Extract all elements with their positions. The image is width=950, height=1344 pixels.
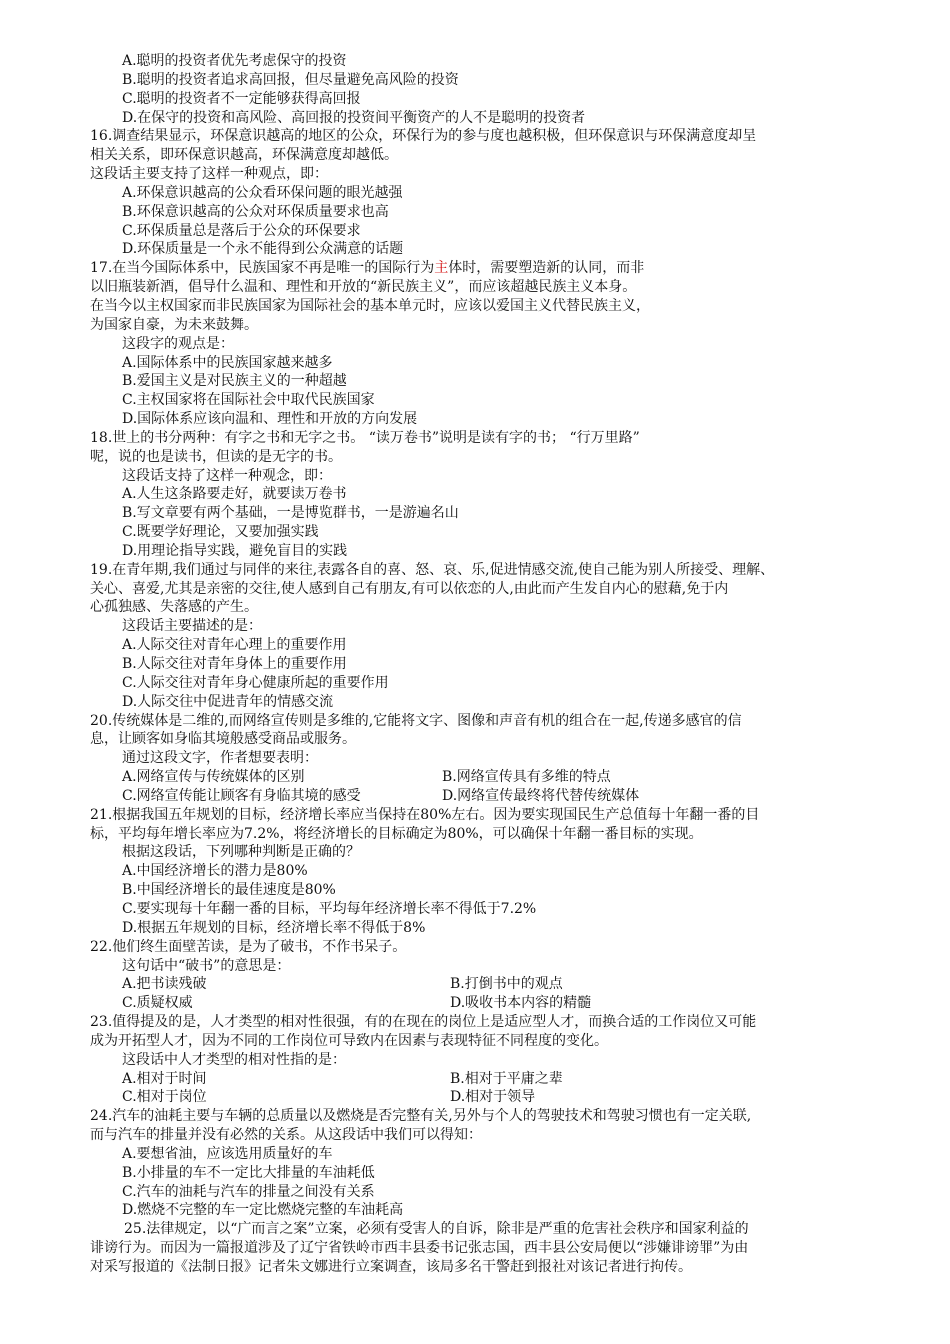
option-text: D.相对于领导 — [450, 1089, 536, 1106]
text-line: 在当今以主权国家而非民族国家为国际社会的基本单元时，应该以爱国主义代替民族主义， — [90, 297, 650, 314]
text-line: 这段话主要支持了这样一种观点，即： — [90, 166, 328, 183]
text-line: B.环保意识越高的公众对环保质量要求也高 — [122, 203, 389, 220]
option-text: B.相对于平庸之辈 — [450, 1070, 563, 1087]
option-row — [0, 975, 950, 994]
option-row — [0, 1070, 950, 1089]
text-line: D.环保质量是一个永不能得到公众满意的话题 — [122, 241, 404, 258]
text-line: 标，平均每年增长率应为7.2%，将经济增长的目标确定为80%，可以确保十年翻一番目标的实现。 — [90, 825, 703, 842]
text-line: B.人际交往对青年身体上的重要作用 — [122, 656, 347, 672]
text-line: 21.根据我国五年规划的目标，经济增长率应当保持在80%左右。因为要实现国民生产总值每十年翻一番的目 — [90, 806, 760, 823]
text-line: 这段字的观点是： — [122, 335, 234, 352]
text-line: 24.汽车的油耗主要与车辆的总质量以及燃烧是否完整有关,另外与个人的驾驶技术和驾驶习惯也有一定关联, — [90, 1108, 752, 1125]
text-line: 以旧瓶装新酒，倡导什么温和、理性和开放的“新民族主义”，而应该超越民族主义本身。 — [90, 279, 637, 296]
text-line: A.人生这条路要走好，就要读万卷书 — [122, 486, 347, 503]
option-row — [0, 768, 950, 787]
text-line: D.根据五年规划的目标，经济增长率不得低于8% — [122, 919, 426, 936]
text-line: 相关关系，即环保意识越高，环保满意度却越低。 — [90, 147, 398, 164]
text-line: C.要实现每十年翻一番的目标，平均每年经济增长率不得低于7.2% — [122, 900, 537, 917]
text-line: 25.法律规定，以“广而言之案”立案，必须有受害人的自诉，除非是严重的危害社会秩序和国家利益的 — [124, 1221, 749, 1238]
text-line: 16.调查结果显示，环保意识越高的地区的公众，环保行为的参与度也越积极，但环保意识与环保满意度却呈 — [90, 128, 757, 145]
text-line: A.聪明的投资者优先考虑保守的投资 — [122, 53, 347, 69]
option-row — [0, 994, 950, 1013]
text-line: D.用理论指导实践，避免盲目的实践 — [122, 542, 348, 559]
text-line: 19.在青年期,我们通过与同伴的来往,表露各自的喜、怒、哀、乐,促进情感交流,使自己能为别人所接受、理解、 — [90, 561, 775, 578]
text-line: A.人际交往对青年心理上的重要作用 — [122, 637, 347, 654]
text-line: A.中国经济增长的潜力是80% — [122, 863, 308, 880]
option-text: C.网络宣传能让顾客有身临其境的感受 — [122, 787, 361, 804]
text-line: 根据这段话，下列哪种判断是正确的？ — [122, 844, 360, 861]
text-line: 通过这段文字，作者想要表明： — [122, 750, 318, 767]
text-line: 为国家自豪，为未来鼓舞。 — [90, 316, 258, 333]
text-line: C.汽车的油耗与汽车的排量之间没有关系 — [122, 1183, 375, 1200]
option-text: A.相对于时间 — [122, 1070, 207, 1087]
text-line: 而与汽车的排量并没有必然的关系。从这段话中我们可以得知： — [90, 1127, 482, 1144]
text-line: A.环保意识越高的公众看环保问题的眼光越强 — [122, 184, 403, 201]
option-text: C.相对于岗位 — [122, 1089, 207, 1106]
option-text: C.质疑权威 — [122, 995, 193, 1012]
text-line: B.小排量的车不一定比大排量的车油耗低 — [122, 1164, 375, 1181]
text-line: C.聪明的投资者不一定能够获得高回报 — [122, 90, 361, 107]
option-row — [0, 787, 950, 806]
text-line: D.国际体系应该向温和、理性和开放的方向发展 — [122, 411, 418, 428]
text-line: 心孤独感、失落感的产生。 — [90, 599, 258, 616]
text-line: B.写文章要有两个基础，一是博览群书，一是游遍名山 — [122, 505, 459, 522]
option-text: B.网络宣传具有多维的特点 — [442, 769, 611, 786]
text-line: 对采写报道的《法制日报》记者朱文娜进行立案调查，该局多名干警赶到报社对该记者进行拘传。 — [90, 1259, 692, 1275]
highlighted-char: 主 — [434, 260, 449, 277]
text-line: A.要想省油，应该选用质量好的车 — [122, 1145, 333, 1162]
text-line: C.人际交往对青年身心健康所起的重要作用 — [122, 674, 389, 691]
text-line: A.国际体系中的民族国家越来越多 — [122, 354, 333, 371]
option-text: D.网络宣传最终将代替传统媒体 — [442, 787, 640, 804]
text-line: C.环保质量总是落后于公众的环保要求 — [122, 222, 361, 239]
text-line: 这句话中“破书”的意思是： — [122, 957, 291, 974]
text-line: B.爱国主义是对民族主义的一种超越 — [122, 373, 347, 390]
text-line: 这段话支持了这样一种观念，即： — [122, 467, 332, 484]
text-line: 呢，说的也是读书，但读的是无字的书。 — [90, 448, 342, 465]
option-text: B.打倒书中的观点 — [450, 976, 563, 993]
text-line: 17.在当今国际体系中，民族国家不再是唯一的国际行为主体时，需要塑造新的认同，而非 — [90, 260, 645, 277]
text-line: 息，让顾客如身临其境般感受商品或服务。 — [90, 731, 356, 748]
option-row — [0, 1088, 950, 1107]
text-line: 22.他们终生面壁苦读，是为了破书，不作书呆子。 — [90, 938, 407, 955]
text-line: 成为开拓型人才，因为不同的工作岗位可导致内在因素与表现特征不同程度的变化。 — [90, 1032, 608, 1049]
text-line: D.燃烧不完整的车一定比燃烧完整的车油耗高 — [122, 1202, 404, 1219]
text-line: C.既要学好理论，又要加强实践 — [122, 524, 319, 541]
text-line: 这段话中人才类型的相对性指的是： — [122, 1051, 346, 1068]
text-line: 23.值得提及的是，人才类型的相对性很强，有的在现在的岗位上是适应型人才，而换合适的工作岗位又可能 — [90, 1014, 757, 1031]
text-line: 这段话主要描述的是： — [122, 618, 262, 635]
exam-page — [0, 52, 950, 1277]
text-line: D.人际交往中促进青年的情感交流 — [122, 693, 334, 710]
text-line: 关心、喜爱,尤其是亲密的交往,使人感到自己有朋友,有可以依恋的人,由此而产生发自内心的慰藉,免于内 — [90, 580, 729, 597]
text-line: 20.传统媒体是二维的,而网络宣传则是多维的,它能将文字、图像和声音有机的组合在一起,传递多感官的信 — [90, 712, 742, 729]
text-line: 诽谤行为。而因为一篇报道涉及了辽宁省铁岭市西丰县委书记张志国，西丰县公安局便以“涉嫌诽谤罪”为由 — [90, 1240, 749, 1257]
text-line: C.主权国家将在国际社会中取代民族国家 — [122, 392, 375, 409]
text-line: D.在保守的投资和高风险、高回报的投资间平衡资产的人不是聪明的投资者 — [122, 109, 586, 126]
text-line: 18.世上的书分两种：有字之书和无字之书。 “读万卷书”说明是读有字的书； “行万里路” — [90, 429, 640, 446]
option-text: A.把书读残破 — [122, 976, 207, 993]
option-text: A.网络宣传与传统媒体的区别 — [122, 769, 305, 786]
text-line: B.中国经济增长的最佳速度是80% — [122, 882, 336, 899]
text-line: B.聪明的投资者追求高回报，但尽量避免高风险的投资 — [122, 71, 459, 88]
option-text: D.吸收书本内容的精髓 — [450, 995, 592, 1012]
